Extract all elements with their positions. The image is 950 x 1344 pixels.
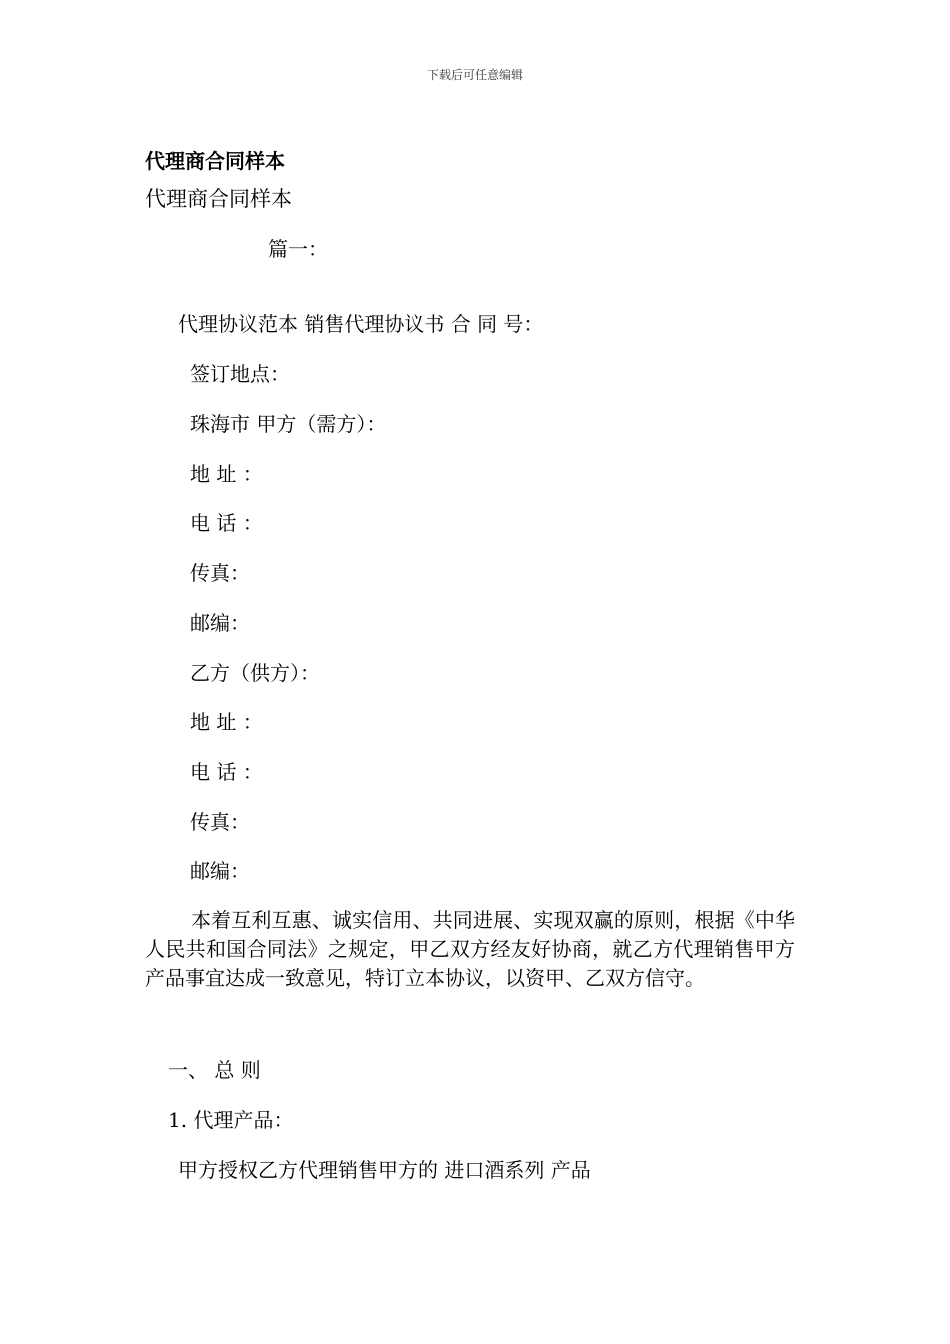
item-1-label: 1. 代理产品： [168, 1108, 294, 1132]
party-b-postcode-label: 邮编： [190, 859, 250, 883]
party-b-label: 乙方（供方）： [190, 661, 320, 685]
document-title: 代理商合同样本 [145, 149, 285, 173]
party-a-postcode-label: 邮编： [190, 611, 250, 635]
item-1-text: 甲方授权乙方代理销售甲方的 进口酒系列 产品 [178, 1158, 591, 1182]
party-a-address-label: 地 址 ： [190, 462, 263, 486]
header-note: 下载后可任意编辑 [426, 68, 523, 82]
section-1-heading: 一、 总 则 [168, 1058, 261, 1082]
intro-paragraph: 本着互利互惠、诚实信用、共同进展、实现双赢的原则，根据《中华人民共和国合同法》之规定，甲乙双方经友好协商，就乙方代理销售甲方产品事宜达成一致意见，特订立本协议，以资甲、乙双方信守。 [145, 908, 795, 990]
sign-place-label: 签订地点： [190, 362, 290, 386]
party-a-phone-label: 电 话 ： [190, 511, 263, 535]
agreement-heading: 代理协议范本 销售代理协议书 合 同 号： [178, 312, 544, 336]
document-subtitle: 代理商合同样本 [145, 187, 292, 211]
party-a-fax-label: 传真： [190, 561, 250, 585]
part-label: 篇一： [268, 237, 328, 261]
party-b-fax-label: 传真： [190, 810, 250, 834]
party-a-label: 珠海市 甲方（需方）： [190, 412, 387, 436]
party-b-address-label: 地 址 ： [190, 710, 263, 734]
party-b-phone-label: 电 话 ： [190, 760, 263, 784]
